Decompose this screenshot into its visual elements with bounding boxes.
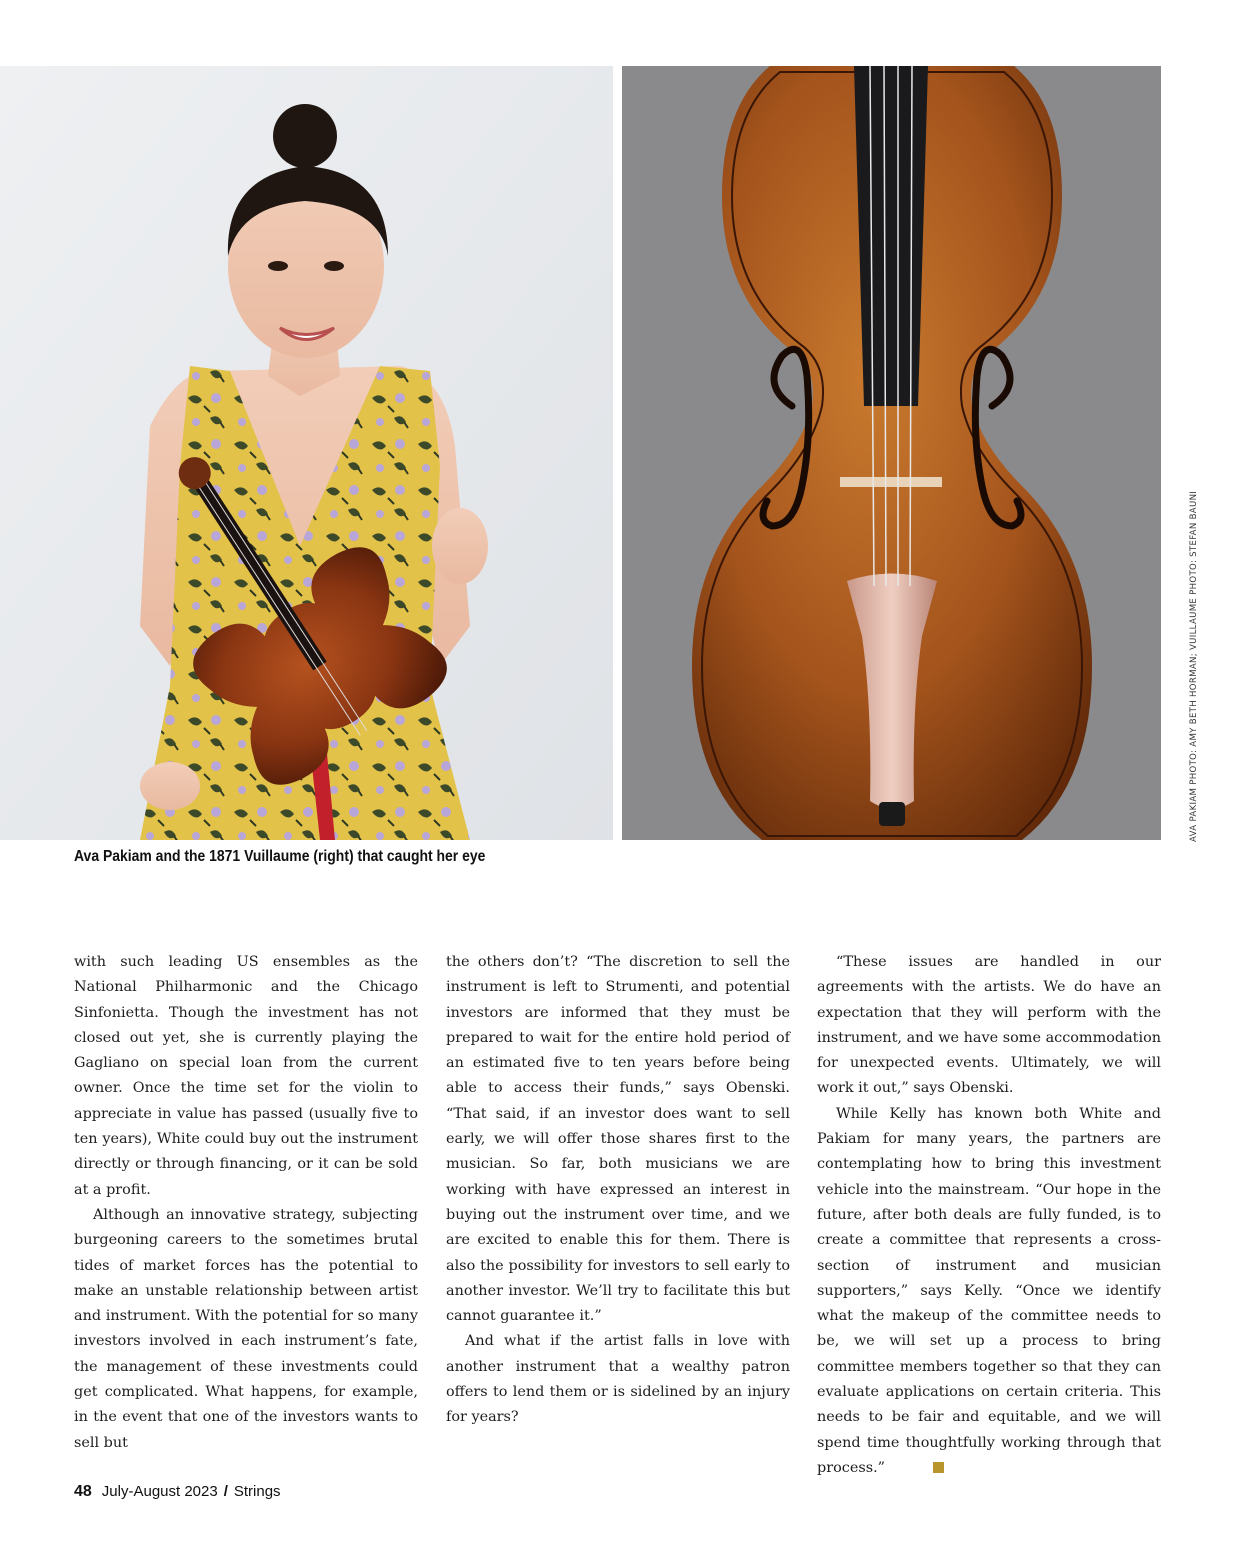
ava-pakiam-illustration: [0, 66, 613, 840]
vuillaume-violin-illustration: [622, 66, 1161, 840]
article-column-2: [446, 950, 790, 1431]
page-number: 48: [74, 1483, 92, 1500]
column-3-paragraph-2-text: While Kelly has known both White and Pakiam for many years, the partners are contemplating how to bring this investment vehicle into the mainstream. “Our hope in the future, after both deals are fully funded, is to create a committee that represents a cross-section of instrument and musician supporters,” says Kelly. “Once we identify what the makeup of the committee needs to be, we will set up a process to bring committee members together so that they can evaluate applications on certain criteria. This needs to be fair and equitable, and we will spend time thoughtfully working through that process.”: [817, 1105, 1161, 1476]
photo-vuillaume-violin: [622, 66, 1161, 840]
magazine-name: Strings: [233, 1483, 281, 1500]
end-of-article-mark: [933, 1462, 944, 1473]
photo-ava-pakiam: [0, 66, 613, 840]
issue-date: July-August 2023: [101, 1483, 218, 1500]
column-1-paragraph-2: Although an innovative strategy, subjecting burgeoning careers to the sometimes brutal tides of market forces has the potential to make an unstable relationship between artist and instrument. With the potential for so many investors involved in each instrument’s fate, the management of these investments could get complicated. What happens, for example, in the event that one of the investors wants to sell but: [74, 1206, 418, 1451]
column-2-paragraph-2: And what if the artist falls in love with another instrument that a wealthy patron offers to lend them or is sidelined by an injury for years?: [446, 1333, 790, 1426]
column-3-paragraph-1: “These issues are handled in our agreements with the artists. We do have an expectation that they will perform with the instrument, and we have some accommodation for unexpected events. Ultimately, we will work it out,” says Obenski.: [817, 954, 1161, 1097]
footer-separator: /: [223, 1483, 228, 1500]
column-2-paragraph-1: the others don’t? “The discretion to sell the instrument is left to Strumenti, and potential investors are informed that they must be prepared to wait for the entire hold period of an estimated five to ten years before being able to access their funds,” says Obenski. “That said, if an investor does want to sell early, we will offer those shares first to the musician. So far, both musicians we are working with have expressed an interest in buying out the instrument over time, and we are excited to enable this for them. There is also the possibility for investors to sell early to another investor. We’ll try to facilitate this but cannot guarantee it.”: [446, 954, 790, 1325]
article-column-1: [74, 950, 418, 1456]
column-3-paragraph-2: [817, 1102, 1161, 1481]
article-column-3: [817, 950, 1161, 1481]
page-footer: [74, 1483, 281, 1501]
column-1-paragraph-1: with such leading US ensembles as the National Philharmonic and the Chicago Sinfonietta. Though the investment has not closed out yet, she is currently playing the Gagliano on special loan from the current owner. Once the time set for the violin to appreciate in value has passed (usually five to ten years), White could buy out the instrument directly or through financing, or it can be sold at a profit.: [74, 954, 418, 1198]
photo-caption: Ava Pakiam and the 1871 Vuillaume (right) that caught her eye: [74, 848, 486, 865]
photo-credit: AVA PAKIAM PHOTO: AMY BETH HORMAN; VUILLAUME PHOTO: STEFAN BAUNI: [1189, 490, 1199, 842]
